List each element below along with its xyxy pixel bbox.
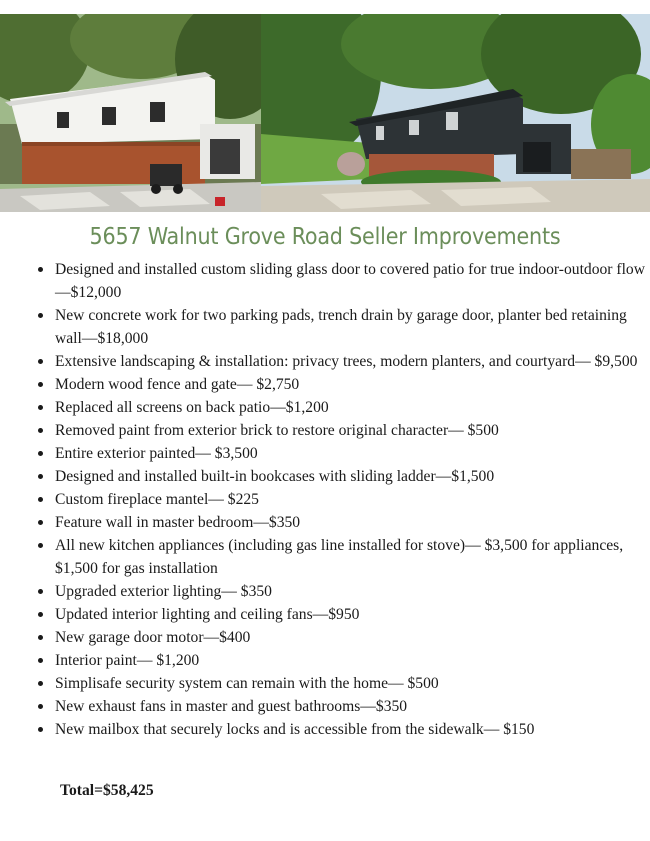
page-title: 5657 Walnut Grove Road Seller Improvements: [89, 224, 561, 250]
improvement-item: Designed and installed custom sliding glass door to covered patio for true indoor-outdoor flow—$12,000: [55, 258, 647, 304]
improvement-item: Simplisafe security system can remain with the home— $500: [55, 672, 647, 695]
improvement-item: New concrete work for two parking pads, trench drain by garage door, planter bed retaining wall—$18,000: [55, 304, 647, 350]
improvement-item: New garage door motor—$400: [55, 626, 647, 649]
before-house-image: [0, 14, 261, 212]
photo-banner: [0, 14, 650, 212]
improvement-item: Feature wall in master bedroom—$350: [55, 511, 647, 534]
total-cost: Total=$58,425: [60, 782, 154, 799]
after-photo: [261, 14, 650, 212]
improvement-item: Custom fireplace mantel— $225: [55, 488, 647, 511]
improvement-item: Removed paint from exterior brick to restore original character— $500: [55, 419, 647, 442]
improvements-list: [33, 258, 647, 741]
before-photo: [0, 14, 261, 212]
improvement-item: Upgraded exterior lighting— $350: [55, 580, 647, 603]
improvement-item: New mailbox that securely locks and is accessible from the sidewalk— $150: [55, 718, 647, 741]
improvement-item: Entire exterior painted— $3,500: [55, 442, 647, 465]
improvement-item: Replaced all screens on back patio—$1,200: [55, 396, 647, 419]
improvement-item: Designed and installed built-in bookcases with sliding ladder—$1,500: [55, 465, 647, 488]
improvement-item: Interior paint— $1,200: [55, 649, 647, 672]
improvement-item: All new kitchen appliances (including gas line installed for stove)— $3,500 for appliances, $1,500 for gas installation: [55, 534, 647, 580]
improvement-item: Modern wood fence and gate— $2,750: [55, 373, 647, 396]
improvement-item: Extensive landscaping & installation: privacy trees, modern planters, and courtyard— $9,500: [55, 350, 647, 373]
after-house-image: [261, 14, 650, 212]
improvement-item: New exhaust fans in master and guest bathrooms—$350: [55, 695, 647, 718]
improvement-item: Updated interior lighting and ceiling fans—$950: [55, 603, 647, 626]
